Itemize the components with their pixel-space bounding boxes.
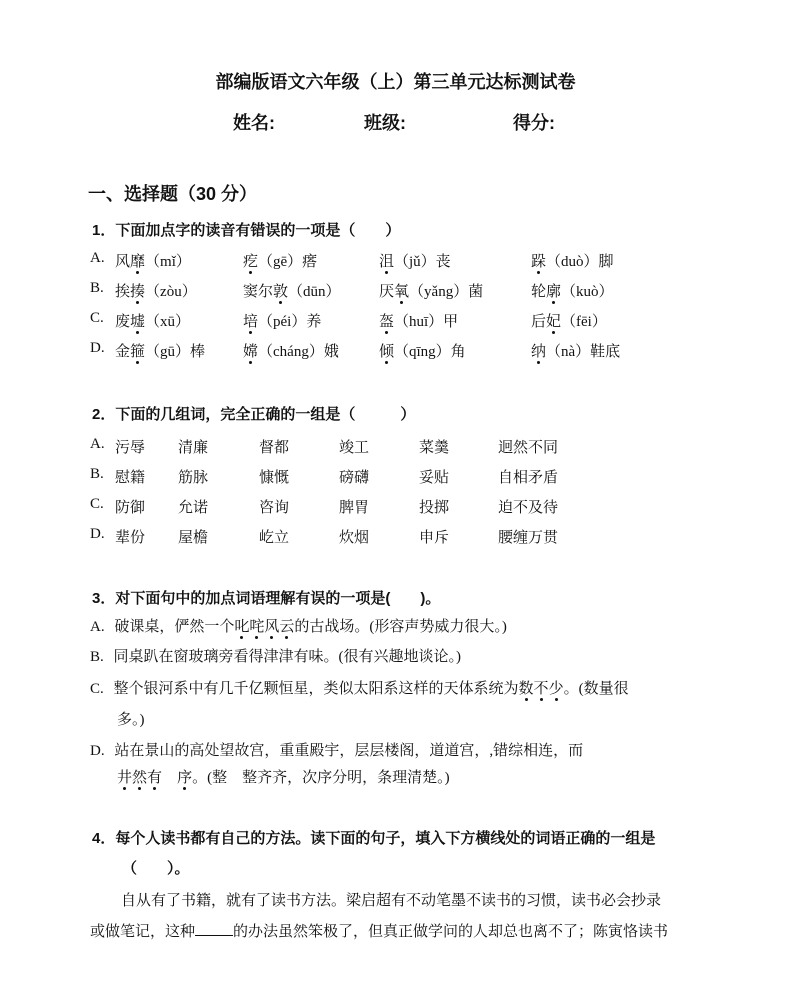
question-4-stem: 4．每个人读书都有自己的方法。读下面的句子，填入下方横线处的词语正确的一组是 <box>92 830 656 847</box>
option-label: C. <box>90 310 104 326</box>
word-item: 筋脉 <box>178 470 209 486</box>
dotted-char: 培 <box>243 314 259 330</box>
class-field-label: 班级: <box>364 113 406 133</box>
gap <box>162 770 177 786</box>
dotted-word <box>519 681 564 697</box>
option-label: A. <box>90 436 105 452</box>
dotted-char: 叱 <box>234 619 250 635</box>
item-text: 挨 <box>115 284 131 300</box>
question-4-answer-paren: （ ）。 <box>122 860 190 877</box>
pronunciation-item <box>531 310 607 331</box>
word-item: 屋檐 <box>178 530 209 546</box>
word-item: 炊烟 <box>339 530 370 546</box>
dotted-char: 妃 <box>546 314 562 330</box>
section-heading: 一、选择题（30 分） <box>88 184 258 204</box>
dotted-char: 然 <box>132 770 148 786</box>
dotted-char: 井 <box>117 770 133 786</box>
option-label: A. <box>90 250 105 266</box>
pronunciation-item <box>243 310 321 331</box>
dotted-char: 跺 <box>531 254 547 270</box>
paragraph-text: 的办法虽然笨极了，但真正做学问的人却总也离不了；陈寅恪读书 <box>233 924 669 940</box>
pronunciation-item <box>379 340 466 361</box>
item-text: 废 <box>115 314 131 330</box>
item-pinyin: （nà）鞋底 <box>546 344 621 360</box>
item-pinyin: （xū） <box>145 314 191 330</box>
dotted-char: 疙 <box>243 254 259 270</box>
pronunciation-item <box>243 280 341 301</box>
word-item: 菜羹 <box>419 440 450 456</box>
option-text: 。(整 整齐齐，次序分明，条理清楚。) <box>192 770 450 786</box>
dotted-char: 风 <box>264 619 280 635</box>
item-text: 厌 <box>379 284 395 300</box>
item-pinyin: （zòu） <box>145 284 197 300</box>
question-3-option-a <box>90 615 507 636</box>
word-item: 慷慨 <box>259 470 290 486</box>
dotted-char: 不 <box>533 681 549 697</box>
item-pinyin: （gū）棒 <box>145 344 206 360</box>
dotted-char: 廓 <box>546 284 562 300</box>
word-item: 妥贴 <box>419 470 450 486</box>
option-label: B. <box>90 280 104 296</box>
option-text: 破课桌，俨然一个 <box>114 619 235 635</box>
question-3-option-b <box>90 645 461 666</box>
dotted-word <box>234 619 294 635</box>
paragraph-text: 或做笔记，这种 <box>90 924 196 940</box>
dotted-char: 氧 <box>394 284 410 300</box>
pronunciation-item <box>115 250 191 271</box>
item-pinyin: （huī）甲 <box>394 314 459 330</box>
question-3-option-c-continued: 多。) <box>117 712 145 728</box>
dotted-char: 纳 <box>531 344 547 360</box>
score-field-label: 得分: <box>513 113 555 133</box>
option-label: D. <box>90 743 105 759</box>
item-pinyin: （kuò） <box>561 284 614 300</box>
word-item: 申斥 <box>419 530 450 546</box>
item-pinyin: （yǎng）菌 <box>409 284 484 300</box>
item-pinyin: （dūn） <box>288 284 341 300</box>
word-item: 腰缠万贯 <box>498 530 559 546</box>
dotted-char: 序 <box>177 770 193 786</box>
option-text: 整个银河系中有几千亿颗恒星，类似太阳系这样的天体系统为 <box>113 681 519 697</box>
dotted-char: 云 <box>279 619 295 635</box>
pronunciation-item <box>531 280 614 301</box>
option-label: B. <box>90 649 104 665</box>
item-pinyin: （gē）瘩 <box>258 254 318 270</box>
dotted-char: 有 <box>147 770 163 786</box>
word-item: 迫不及待 <box>498 500 559 516</box>
word-item: 迥然不同 <box>498 440 559 456</box>
item-text: 窦尔 <box>243 284 274 300</box>
item-pinyin: （fēi） <box>561 314 607 330</box>
pronunciation-item <box>115 310 190 331</box>
word-item: 投掷 <box>419 500 450 516</box>
pronunciation-item <box>379 280 483 301</box>
dotted-char: 嫦 <box>243 344 259 360</box>
item-text: 风 <box>115 254 131 270</box>
item-text: 后 <box>531 314 547 330</box>
option-label: B. <box>90 466 104 482</box>
word-item: 污辱 <box>115 440 146 456</box>
question-1-stem: 1．下面加点字的读音有错误的一项是（ ） <box>92 222 401 239</box>
question-3-option-c <box>90 677 629 698</box>
word-item: 督都 <box>259 440 290 456</box>
item-pinyin: （jǔ）丧 <box>394 254 451 270</box>
item-pinyin: （péi）养 <box>258 314 322 330</box>
pronunciation-item <box>243 340 339 361</box>
option-text: 站在景山的高处望故宫，重重殿宇，层层楼阁，道道宫，,错综相连，而 <box>114 743 584 759</box>
pronunciation-item <box>531 340 620 361</box>
word-item: 脾胃 <box>339 500 370 516</box>
dotted-char: 少 <box>548 681 564 697</box>
word-item: 防御 <box>115 500 146 516</box>
option-label: A. <box>90 619 105 635</box>
pronunciation-item <box>115 340 205 361</box>
dotted-char: 盔 <box>379 314 395 330</box>
word-item: 清廉 <box>178 440 209 456</box>
option-label: D. <box>90 340 105 356</box>
item-pinyin: （cháng）娥 <box>258 344 339 360</box>
item-pinyin: （mǐ） <box>145 254 191 270</box>
name-field-label: 姓名: <box>233 113 275 133</box>
pronunciation-item <box>531 250 614 271</box>
page-title: 部编版语文六年级（上）第三单元达标测试卷 <box>215 72 576 92</box>
pronunciation-item <box>379 310 458 331</box>
question-4-paragraph-line-2 <box>90 920 668 941</box>
word-item: 慰籍 <box>115 470 146 486</box>
option-text: 。(数量很 <box>563 681 629 697</box>
item-text: 金 <box>115 344 131 360</box>
dotted-word <box>177 770 192 786</box>
dotted-char: 咤 <box>249 619 265 635</box>
option-text: 同桌趴在窗玻璃旁看得津津有味。(很有兴趣地谈论。) <box>113 649 462 665</box>
word-item: 屹立 <box>259 530 290 546</box>
word-item: 辈份 <box>115 530 146 546</box>
question-3-stem: 3．对下面句中的加点词语理解有误的一项是( )。 <box>92 590 441 607</box>
dotted-char: 数 <box>518 681 534 697</box>
fill-in-blank[interactable] <box>195 923 233 936</box>
dotted-char: 箍 <box>130 344 146 360</box>
question-2-stem: 2．下面的几组词，完全正确的一组是（ ） <box>92 406 416 423</box>
option-text: 的古战场。(形容声势威力很大。) <box>294 619 507 635</box>
item-pinyin: （duò）脚 <box>546 254 614 270</box>
option-label: C. <box>90 496 104 512</box>
question-4-paragraph-line-1: 自从有了书籍，就有了读书方法。梁启超有不动笔墨不读书的习惯，读书必会抄录 <box>121 893 662 909</box>
option-label: D. <box>90 526 105 542</box>
question-3-option-d <box>90 739 583 760</box>
pronunciation-item <box>115 280 197 301</box>
item-text: 轮 <box>531 284 547 300</box>
dotted-char: 靡 <box>130 254 146 270</box>
dotted-char: 墟 <box>130 314 146 330</box>
dotted-word <box>117 770 162 786</box>
dotted-char: 揍 <box>130 284 146 300</box>
word-item: 竣工 <box>339 440 370 456</box>
dotted-char: 沮 <box>379 254 395 270</box>
dotted-char: 倾 <box>379 344 395 360</box>
option-label: C. <box>90 681 104 697</box>
word-item: 自相矛盾 <box>498 470 559 486</box>
word-item: 咨询 <box>259 500 290 516</box>
word-item: 磅礴 <box>339 470 370 486</box>
word-item: 允诺 <box>178 500 209 516</box>
dotted-char: 敦 <box>273 284 289 300</box>
question-3-option-d-continued <box>117 766 450 787</box>
item-pinyin: （qīng）角 <box>394 344 466 360</box>
pronunciation-item <box>243 250 317 271</box>
pronunciation-item <box>379 250 451 271</box>
